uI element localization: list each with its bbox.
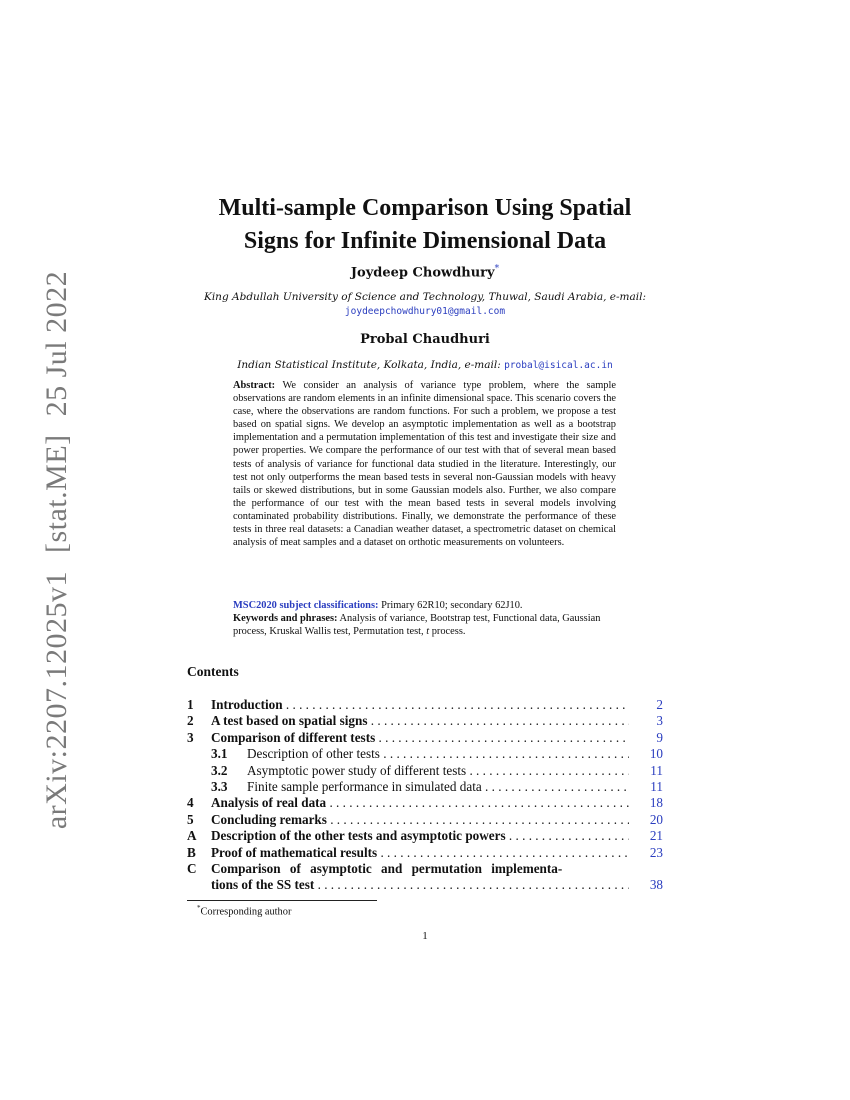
- title-line-2: Signs for Infinite Dimensional Data: [243, 228, 607, 254]
- toc-number: C: [187, 860, 197, 876]
- toc-number: 3: [187, 729, 194, 745]
- author-2-affiliation-text: Indian Statistical Institute, Kolkata, India, e-mail:: [237, 359, 501, 371]
- footnote-rule: [187, 900, 377, 901]
- toc-entry-comparison[interactable]: [187, 730, 663, 746]
- corresponding-author-mark[interactable]: *: [494, 264, 500, 274]
- abstract-label: Abstract:: [233, 380, 276, 391]
- msc-classification: [233, 599, 616, 612]
- arxiv-date: 25 Jul 2022: [40, 270, 73, 417]
- toc-page-link[interactable]: 18: [649, 795, 663, 811]
- toc-number: 2: [187, 713, 194, 729]
- keywords: [233, 612, 616, 638]
- footnote-text: Corresponding author: [200, 906, 292, 918]
- toc-title: Description of other tests . . .: [247, 746, 629, 762]
- toc-title-line-1: Comparison of asymptotic and permutation implementa-: [211, 860, 563, 876]
- toc-number: 3.2: [211, 762, 228, 778]
- toc-page-link[interactable]: 10: [649, 746, 663, 762]
- toc-title: Asymptotic power study of different tests . . .: [247, 763, 629, 779]
- footnote: [197, 904, 291, 917]
- toc-entry-real-data[interactable]: [187, 795, 663, 811]
- footnote-mark: *: [197, 904, 201, 912]
- toc-entry-spatial-signs-test[interactable]: [187, 713, 663, 729]
- toc-title: Comparison of different tests . . .: [211, 730, 629, 746]
- toc-entry-appendix-c[interactable]: [187, 861, 663, 877]
- keywords-text-end: process.: [431, 626, 466, 638]
- table-of-contents: [187, 697, 663, 894]
- classification-and-keywords: [233, 599, 616, 638]
- toc-number: 3.3: [211, 778, 228, 794]
- paper-title: [150, 192, 700, 258]
- title-line-1: Multi-sample Comparison Using Spatial: [218, 195, 632, 221]
- abstract-text: We consider an analysis of variance type problem, where the sample observations are random elements in an infinite dimensional space. This scenario covers the case, where the observations are random functions. For such a problem, we propose a test based on spatial signs. We develop an asymptotic implementation as well as a bootstrap implementation and a permutation implementation of this test and investigate their size and power properties. We compare the performance of our test with that of several mean based tests of analysis of variance for functional data studied in the literature. Interestingly, our test not only outperforms the mean based tests in several non-Gaussian models with heavy tails or skewed distributions, but in some Gaussian models also. Further, we also compare the performance of our test with the mean based tests in several models involving contaminated probability distributions. Finally, we demonstrate the performance of these tests in three real datasets: a Canadian weather dataset, a spectrometric dataset on chemical analysis of meat samples and a dataset on orthotic measurements on volunteers.: [233, 380, 616, 549]
- author-2-email-link[interactable]: probal@isical.ac.in: [504, 360, 613, 371]
- toc-entry-finite-sample[interactable]: [187, 779, 663, 795]
- arxiv-id: arXiv:2207.12025v1: [40, 571, 73, 830]
- abstract: [233, 379, 616, 549]
- toc-title: A test based on spatial signs . . .: [211, 713, 629, 729]
- toc-number: 4: [187, 795, 194, 811]
- toc-page-link[interactable]: 38: [649, 877, 663, 893]
- toc-number: 3.1: [211, 746, 228, 762]
- author-1-affiliation-text: King Abdullah University of Science and Technology, Thuwal, Saudi Arabia, e-mail:: [203, 291, 647, 303]
- toc-title: Proof of mathematical results . . .: [211, 845, 629, 861]
- keywords-label: Keywords and phrases:: [233, 613, 338, 625]
- toc-number: B: [187, 844, 196, 860]
- toc-entry-asymptotic-power[interactable]: [187, 763, 663, 779]
- author-1: [150, 264, 700, 280]
- toc-page-link[interactable]: 11: [650, 778, 663, 794]
- toc-title: Introduction . . .: [211, 697, 629, 713]
- author-1-email-link[interactable]: joydeepchowdhury01@gmail.com: [344, 306, 506, 317]
- toc-entry-other-tests[interactable]: [187, 746, 663, 762]
- toc-page-link[interactable]: 23: [649, 844, 663, 860]
- author-2: [150, 332, 700, 347]
- toc-entry-concluding-remarks[interactable]: [187, 812, 663, 828]
- toc-page-link[interactable]: 9: [656, 729, 663, 745]
- author-2-name: Probal Chaudhuri: [360, 332, 490, 347]
- toc-number: A: [187, 828, 197, 844]
- toc-page-link[interactable]: 2: [656, 697, 663, 712]
- toc-page-link[interactable]: 3: [656, 713, 663, 729]
- toc-page-link[interactable]: 21: [649, 828, 663, 844]
- toc-page-link[interactable]: 20: [649, 811, 663, 827]
- keywords-text: Analysis of variance, Bootstrap test, Functional data, Gaussian process, Kruskal Wallis test, Permutation test,: [233, 613, 601, 638]
- toc-number: 1: [187, 697, 194, 712]
- toc-entry-appendix-b[interactable]: [187, 845, 663, 861]
- toc-entry-appendix-a[interactable]: [187, 828, 663, 844]
- toc-title: Concluding remarks . . .: [211, 812, 629, 828]
- msc-classification-text: Primary 62R10; secondary 62J10.: [381, 600, 523, 611]
- page-number: 1: [422, 930, 428, 942]
- toc-title: Analysis of real data . . .: [211, 795, 629, 811]
- toc-title: Finite sample performance in simulated data . . .: [247, 779, 629, 795]
- msc-classification-link[interactable]: MSC2020 subject classifications:: [233, 600, 379, 611]
- toc-page-link[interactable]: 11: [650, 762, 663, 778]
- arxiv-category: [stat.ME]: [40, 434, 73, 554]
- author-2-affiliation: [150, 358, 700, 373]
- toc-entry-introduction[interactable]: [187, 697, 663, 713]
- author-1-affiliation: [150, 290, 700, 319]
- keywords-t: t: [426, 626, 430, 638]
- contents-heading: Contents: [187, 664, 239, 679]
- toc-number: 5: [187, 811, 194, 827]
- toc-entry-appendix-c-continued[interactable]: [187, 877, 663, 893]
- arxiv-identifier: [40, 271, 74, 829]
- toc-title-line-2: tions of the SS test . . .: [211, 877, 629, 893]
- author-1-name: Joydeep Chowdhury: [350, 265, 495, 281]
- toc-title: Description of the other tests and asymptotic powers . . .: [211, 828, 629, 844]
